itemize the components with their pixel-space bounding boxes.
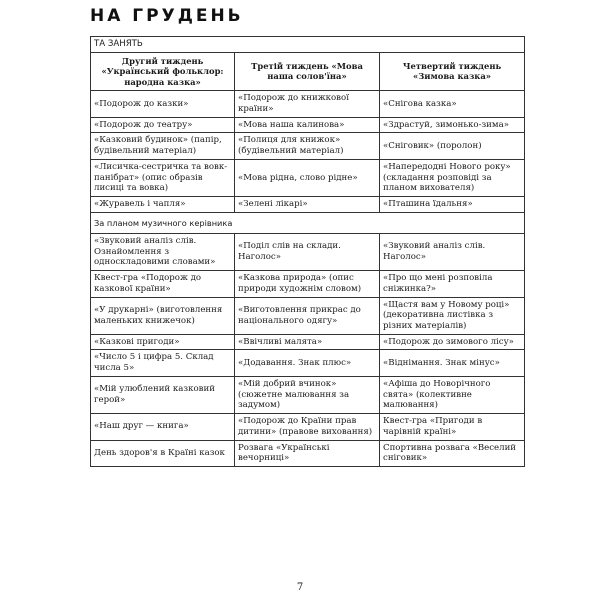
table-cell: «Віднімання. Знак мінус» bbox=[380, 350, 525, 376]
table-row bbox=[91, 91, 525, 117]
table-cell: «Мова рідна, слово рідне» bbox=[235, 159, 380, 196]
table-cell: «Звуковий аналіз слів. Ознайомлення з односкладовими словами» bbox=[91, 233, 235, 270]
table-cell: «Подорож до книжкової країни» bbox=[235, 91, 380, 117]
table-cell: День здоров'я в Країні казок bbox=[91, 440, 235, 466]
header-row bbox=[91, 52, 525, 91]
table-cell: «Подорож до Країни прав дитини» (правове виховання) bbox=[235, 414, 380, 440]
table-cell: «Виготовлення прикрас до національного одягу» bbox=[235, 297, 380, 334]
table-row bbox=[91, 440, 525, 466]
table-cell: «Афіша до Новорічного свята» (колективне малювання) bbox=[380, 376, 525, 413]
table-cell: «Напередодні Нового року» (складання розповіді за планом вихователя) bbox=[380, 159, 525, 196]
page-title: НА ГРУДЕНЬ bbox=[90, 6, 244, 26]
table-cell: «Поділ слів на склади. Наголос» bbox=[235, 233, 380, 270]
table-row bbox=[91, 376, 525, 413]
table-row bbox=[91, 297, 525, 334]
table-row bbox=[91, 197, 525, 213]
table-cell: «Ввічливі малята» bbox=[235, 334, 380, 350]
table-row bbox=[91, 233, 525, 270]
table-cell: «Число 5 і цифра 5. Склад числа 5» bbox=[91, 350, 235, 376]
table-cell: «Мій добрий вчинок» (сюжетне малювання за задумом) bbox=[235, 376, 380, 413]
table-cell: «Полиця для книжок» (будівельний матеріал) bbox=[235, 133, 380, 159]
table-cell: Квест-гра «Пригоди в чарівній країні» bbox=[380, 414, 525, 440]
table-cell: «Казковий будинок» (папір, будівельний матеріал) bbox=[91, 133, 235, 159]
table-cell: «Щастя вам у Новому році» (декоративна листівка з різних матеріалів) bbox=[380, 297, 525, 334]
table-cell: «Пташина їдальня» bbox=[380, 197, 525, 213]
table-cell: «Сніговик» (поролон) bbox=[380, 133, 525, 159]
table-row bbox=[91, 133, 525, 159]
table-cell: «Казкова природа» (опис природи художнім словом) bbox=[235, 271, 380, 297]
table-cell: Спортивна розвага «Веселий сніговик» bbox=[380, 440, 525, 466]
table-cell: «Звуковий аналіз слів. Наголос» bbox=[380, 233, 525, 270]
section-row bbox=[91, 37, 525, 53]
table-cell: «Лисичка-сестричка та вовк-панібрат» (опис образів лисиці та вовка) bbox=[91, 159, 235, 196]
table-cell: «Здрастуй, зимонько-зима» bbox=[380, 117, 525, 133]
section-title: ТА ЗАНЯТЬ bbox=[91, 37, 525, 53]
table-cell: «Наш друг — книга» bbox=[91, 414, 235, 440]
table-cell: «Мова наша калинова» bbox=[235, 117, 380, 133]
table-row bbox=[91, 159, 525, 196]
table-row bbox=[91, 334, 525, 350]
table-cell: «Снігова казка» bbox=[380, 91, 525, 117]
table-row bbox=[91, 350, 525, 376]
table-row bbox=[91, 271, 525, 297]
table-cell: «Мій улюблений казковий герой» bbox=[91, 376, 235, 413]
table-cell: Розвага «Українські вечорниці» bbox=[235, 440, 380, 466]
subsection-row bbox=[91, 212, 525, 233]
table-cell: «Подорож до театру» bbox=[91, 117, 235, 133]
table-row bbox=[91, 117, 525, 133]
table-cell: «Про що мені розповіла сніжинка?» bbox=[380, 271, 525, 297]
table-cell: «Додавання. Знак плюс» bbox=[235, 350, 380, 376]
weekly-plan-table bbox=[90, 36, 525, 467]
page-number: 7 bbox=[296, 582, 304, 593]
table-row bbox=[91, 414, 525, 440]
header-week-4: Четвертий тиждень «Зимова казка» bbox=[380, 52, 525, 91]
table-cell: «Подорож до казки» bbox=[91, 91, 235, 117]
header-week-2: Другий тиждень «Український фольклор: народна казка» bbox=[91, 52, 235, 91]
subsection-title: За планом музичного керівника bbox=[91, 212, 525, 233]
table-cell: «Журавель і чапля» bbox=[91, 197, 235, 213]
table-cell: «Казкові пригоди» bbox=[91, 334, 235, 350]
table-cell: «У друкарні» (виготовлення маленьких книжечок) bbox=[91, 297, 235, 334]
header-week-3: Третій тиждень «Мова наша солов'їна» bbox=[235, 52, 380, 91]
table-cell: Квест-гра «Подорож до казкової країни» bbox=[91, 271, 235, 297]
table-cell: «Зелені лікарі» bbox=[235, 197, 380, 213]
table-cell: «Подорож до зимового лісу» bbox=[380, 334, 525, 350]
